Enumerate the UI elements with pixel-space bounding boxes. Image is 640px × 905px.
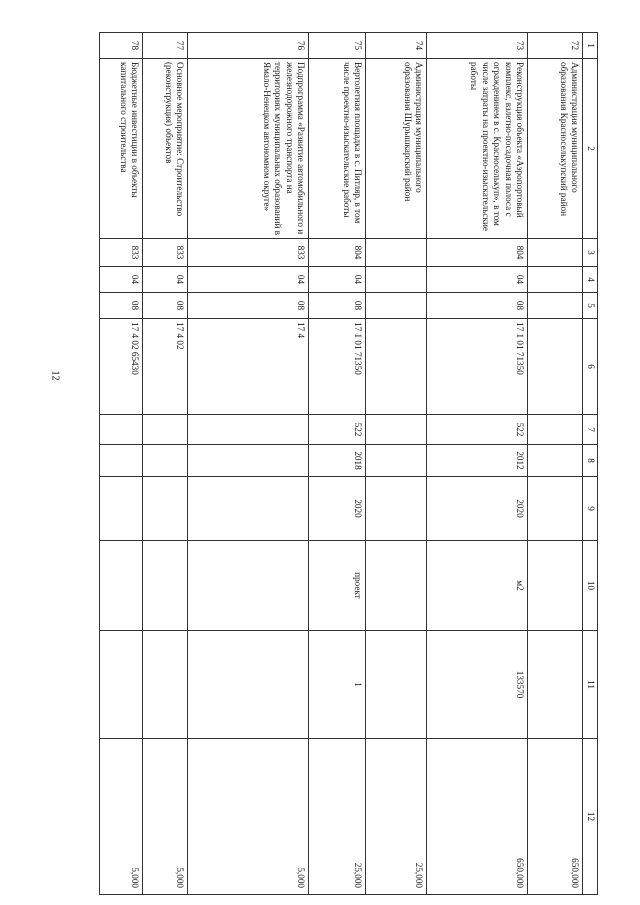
table-cell: 833	[188, 239, 309, 267]
table-row	[366, 33, 427, 895]
table-row	[528, 33, 583, 895]
row-number-cell: 77	[143, 33, 188, 59]
table-cell	[188, 631, 309, 739]
table-cell	[100, 477, 143, 541]
table-cell: проект	[309, 541, 366, 631]
row-number-cell: 73	[427, 33, 528, 59]
table-cell: 522	[309, 415, 366, 445]
amount-cell: 5,000	[100, 739, 143, 895]
table-cell: 08	[309, 293, 366, 319]
table-row	[143, 33, 188, 895]
table-cell	[366, 445, 427, 477]
table-cell: 2012	[427, 445, 528, 477]
column-header: 5	[583, 293, 598, 319]
amount-cell: 25,000	[366, 739, 427, 895]
row-number-cell: 75	[309, 33, 366, 59]
table-cell	[366, 267, 427, 293]
table-cell: 17 4 02	[143, 319, 188, 415]
column-header: 2	[583, 59, 598, 239]
description-cell: Бюджетные инвестиции в объекты капитального строительства	[100, 59, 143, 239]
page-number: 12	[49, 370, 61, 381]
row-number-cell: 78	[100, 33, 143, 59]
table-row	[427, 33, 528, 895]
description-cell: Вертолетная площадка в с. Питляр, в том числе проектно-изыскательские работы	[309, 59, 366, 239]
table-cell: 04	[309, 267, 366, 293]
table-cell: 2020	[309, 477, 366, 541]
table-cell: 804	[309, 239, 366, 267]
table-cell: 522	[427, 415, 528, 445]
column-header: 1	[583, 33, 598, 59]
column-header: 9	[583, 477, 598, 541]
table-cell	[528, 445, 583, 477]
row-number-cell: 76	[188, 33, 309, 59]
table-cell	[100, 445, 143, 477]
table-cell	[143, 445, 188, 477]
description-cell: Администрация муниципального образования Шурышкарский район	[366, 59, 427, 239]
column-header: 6	[583, 319, 598, 415]
column-header: 7	[583, 415, 598, 445]
table-cell	[100, 541, 143, 631]
amount-cell: 5,000	[143, 739, 188, 895]
table-cell: 08	[188, 293, 309, 319]
table-cell	[366, 319, 427, 415]
table-cell	[528, 477, 583, 541]
table-cell	[366, 293, 427, 319]
table-cell	[528, 267, 583, 293]
table-cell: 08	[100, 293, 143, 319]
table-cell: 833	[100, 239, 143, 267]
table-cell	[366, 541, 427, 631]
table-cell	[528, 631, 583, 739]
table-cell: 133570	[427, 631, 528, 739]
table-cell	[366, 477, 427, 541]
table-cell	[188, 477, 309, 541]
table-cell	[366, 415, 427, 445]
table-cell	[188, 541, 309, 631]
description-cell: Администрация муниципального образования Красноселькупский район	[528, 59, 583, 239]
amount-cell: 25,000	[309, 739, 366, 895]
column-header: 8	[583, 445, 598, 477]
budget-table	[100, 32, 599, 895]
table-cell	[100, 631, 143, 739]
table-cell: 04	[188, 267, 309, 293]
table-cell	[528, 415, 583, 445]
table-cell: 2020	[427, 477, 528, 541]
table-cell	[528, 293, 583, 319]
table-row	[100, 33, 143, 895]
table-cell: 17 1 01 71350	[309, 319, 366, 415]
table-cell: 04	[427, 267, 528, 293]
description-cell: Подпрограмма «Развитие автомобильного и железнодорожного транспорта на территориях муниципальных образований в Ямало-Ненецком автономном округе»	[188, 59, 309, 239]
row-number-cell: 72	[528, 33, 583, 59]
table-cell	[143, 631, 188, 739]
table-cell: 17 4 02 65430	[100, 319, 143, 415]
table-cell	[188, 445, 309, 477]
table-header-row	[583, 33, 598, 895]
table-cell	[143, 477, 188, 541]
column-header: 4	[583, 267, 598, 293]
table-cell	[100, 415, 143, 445]
column-header: 3	[583, 239, 598, 267]
table-cell	[366, 239, 427, 267]
description-cell: Основное мероприятие: Строительство (реконструкция) объектов	[143, 59, 188, 239]
column-header: 11	[583, 631, 598, 739]
table-cell: 17 1 01 71350	[427, 319, 528, 415]
table-cell: м2	[427, 541, 528, 631]
table-cell	[528, 319, 583, 415]
table-cell	[366, 631, 427, 739]
column-header: 12	[583, 739, 598, 895]
table-cell: 04	[143, 267, 188, 293]
table-cell	[143, 541, 188, 631]
description-cell: Реконструкция объекта «Аэропортовый комплекс, взлетно-посадочная полоса с огражденинем в с. Красноселькуп», в том числе затраты на проектно-изыскательские работы	[427, 59, 528, 239]
table-cell	[188, 415, 309, 445]
table-row	[309, 33, 366, 895]
table-cell: 08	[427, 293, 528, 319]
table-cell: 804	[427, 239, 528, 267]
amount-cell: 650,000	[528, 739, 583, 895]
table-cell: 04	[100, 267, 143, 293]
table-cell: 17 4	[188, 319, 309, 415]
table-cell	[528, 541, 583, 631]
row-number-cell: 74	[366, 33, 427, 59]
table-cell: 833	[143, 239, 188, 267]
table-cell: 08	[143, 293, 188, 319]
table-cell	[143, 415, 188, 445]
amount-cell: 5,000	[188, 739, 309, 895]
table-cell	[528, 239, 583, 267]
rotated-table-wrapper	[98, 32, 598, 894]
table-cell: 2018	[309, 445, 366, 477]
rotated-table-frame	[98, 32, 598, 894]
column-header: 10	[583, 541, 598, 631]
table-row	[188, 33, 309, 895]
table-cell: 1	[309, 631, 366, 739]
amount-cell: 650,000	[427, 739, 528, 895]
